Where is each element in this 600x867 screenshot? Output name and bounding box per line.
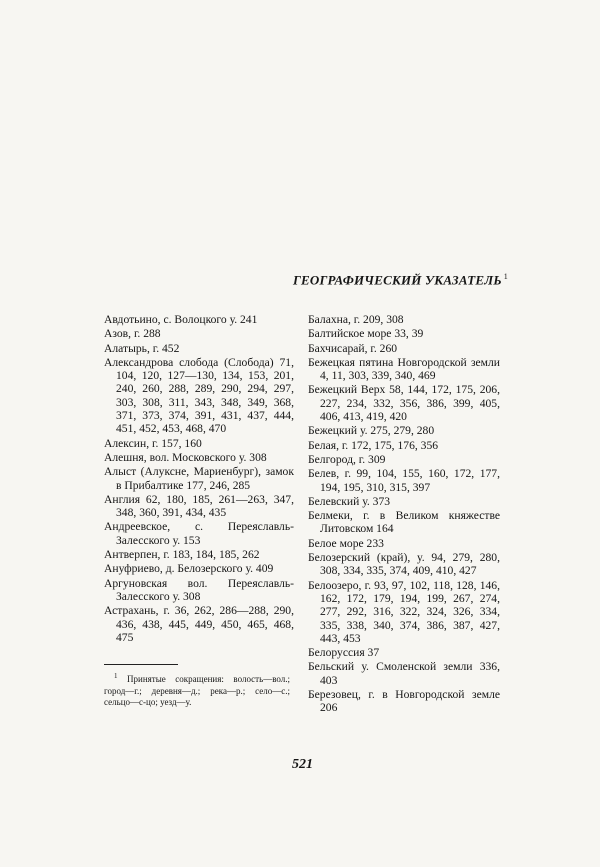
index-entry: Березовец, г. в Новгородской земле 206 (308, 688, 500, 715)
index-entry: Бежецкая пятина Новгородской земли 4, 11, 303, 339, 340, 469 (308, 355, 500, 383)
index-entry: Балтийское море 33, 39 (308, 327, 424, 341)
index-entry: Балахна, г. 209, 308 (308, 313, 404, 326)
index-entry: Астрахань, г. 36, 262, 286—288, 290, 436, 438, 445, 449, 450, 465, 468, 475 (104, 604, 294, 644)
index-entry: Белевский у. 373 (308, 494, 391, 508)
index-entry: Белоруссия 37 (308, 646, 380, 660)
index-entry: Бельский у. Смоленской земли 336, 403 (308, 660, 500, 687)
index-entry: Белев, г. 99, 104, 155, 160, 172, 177, 194, 195, 310, 315, 397 (308, 467, 500, 494)
index-entry: Алексин, г. 157, 160 (104, 436, 202, 450)
index-entry: Азов, г. 288 (104, 327, 161, 341)
right-column (308, 313, 500, 716)
index-entry: Бежецкий у. 275, 279, 280 (308, 424, 435, 438)
index-entry: Алатырь, г. 452 (104, 341, 180, 355)
footnote-text: Принятые сокращения: волость—вол.; город—г.; деревня—д.; река—р.; село—с.; сельцо—с-цо; уезд—у. (104, 674, 291, 707)
title-footnote-mark: 1 (503, 272, 508, 281)
index-entry: Ануфриево, д. Белозерского у. 409 (104, 562, 274, 576)
index-entry: Белая, г. 172, 175, 176, 356 (308, 438, 439, 452)
index-entry: Белое море 233 (308, 536, 384, 550)
index-entry: Алешня, вол. Московского у. 308 (104, 450, 267, 464)
index-entry: Антверпен, г. 183, 184, 185, 262 (104, 548, 260, 562)
footnote-divider (104, 664, 178, 665)
left-column (104, 313, 294, 645)
index-entry: Англия 62, 180, 185, 261—263, 347, 348, 360, 391, 434, 435 (104, 492, 294, 520)
index-entry: Белоозеро, г. 93, 97, 102, 118, 128, 146, 162, 172, 179, 194, 199, 267, 274, 277, 292, 316, 322, 324, 326, 334, 335, 338, 340, 374, 386, 387, 427, 443, 453 (308, 578, 500, 645)
index-title-text: ГЕОГРАФИЧЕСКИЙ УКАЗАТЕЛЬ (292, 272, 502, 288)
index-entry: Алыст (Алуксне, Мариенбург), замок в Прибалтике 177, 246, 285 (104, 465, 294, 492)
index-entry: Андреевское, с. Переяславль-Залесского у. 153 (104, 520, 294, 547)
index-entry: Аргуновская вол. Переяславль-Залесского у. 308 (104, 576, 294, 603)
index-entry: Белгород, г. 309 (308, 452, 386, 466)
index-entry: Александрова слобода (Слобода) 71, 104, 120, 127—130, 134, 153, 201, 240, 260, 288, 289, 290, 294, 297, 303, 308, 311, 343, 348, 349, 368, 371, 373, 374, 391, 431, 437, 444, 451, 452, 453, 468, 470 (104, 355, 294, 436)
index-entry: Бахчисарай, г. 260 (308, 341, 398, 355)
index-entry: Белмеки, г. в Великом княжестве Литовском 164 (308, 509, 500, 536)
page-number: 521 (292, 757, 313, 772)
index-entry: Авдотьино, с. Волоцкого у. 241 (104, 313, 258, 326)
footnote (104, 671, 290, 709)
footnote-mark: 1 (114, 672, 118, 680)
index-entry: Бежецкий Верх 58, 144, 172, 175, 206, 227, 234, 332, 356, 386, 399, 405, 406, 413, 419, 420 (308, 383, 500, 424)
index-title (293, 272, 508, 288)
index-entry: Белозерский (край), у. 94, 279, 280, 308, 334, 335, 374, 409, 410, 427 (308, 551, 500, 578)
